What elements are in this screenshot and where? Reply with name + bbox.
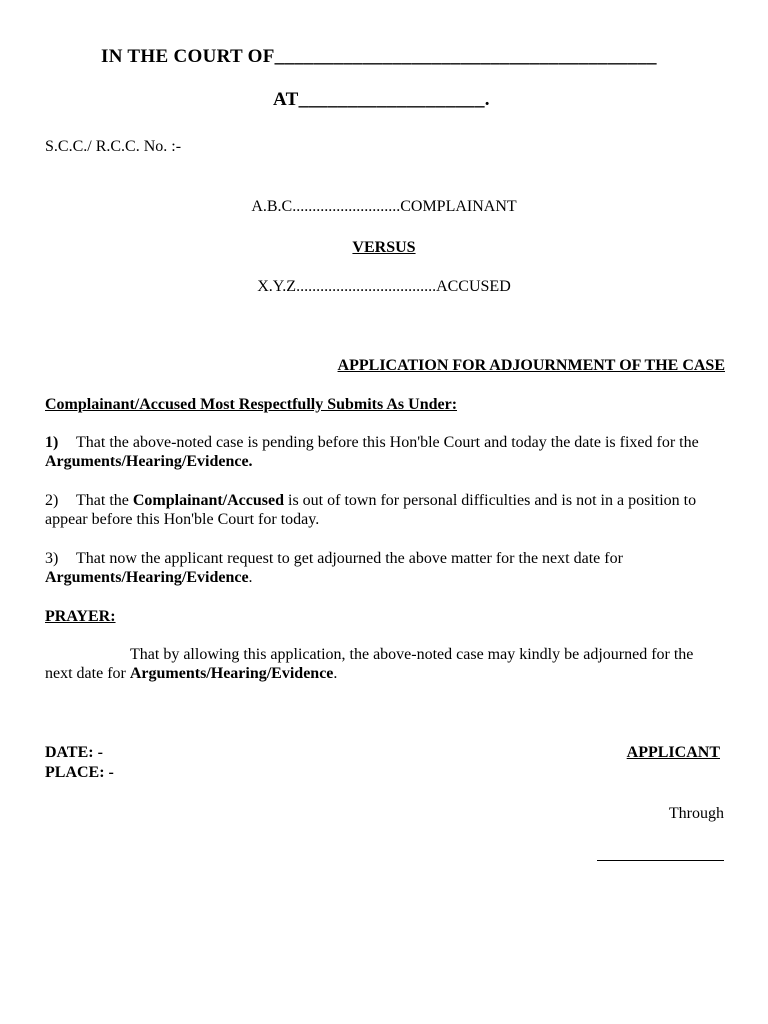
prayer-text (45, 645, 695, 683)
point-3 (45, 549, 645, 587)
point-3-bold: Arguments/Hearing/Evidence (45, 569, 249, 586)
court-location: AT___________________. (273, 89, 490, 110)
date-label: DATE: - (45, 744, 103, 761)
point-3-number: 3) (45, 550, 59, 567)
accused-line: X.Y.Z...................................ACCUSED (257, 278, 511, 295)
point-3-text: That now the applicant request to get adjourned the above matter for the next date for (76, 550, 623, 567)
complainant-line: A.B.C...........................COMPLAINANT (251, 198, 517, 215)
point-2-text-end: is out of town for personal difficulties and is not in a position to appear before this Hon'ble Court for today. (45, 492, 697, 528)
point-1-number: 1) (45, 434, 59, 451)
through-label: Through (668, 805, 724, 822)
prayer-bold: Arguments/Hearing/Evidence (129, 665, 334, 682)
place-label: PLACE: - (45, 764, 114, 781)
prayer-text-end: . (333, 665, 338, 682)
point-1-bold: Arguments/Hearing/Evidence. (45, 453, 253, 470)
point-2-text: That the (76, 492, 133, 509)
point-3-text-end: . (248, 569, 253, 586)
application-title: APPLICATION FOR ADJOURNMENT OF THE CASE (337, 357, 725, 374)
point-2-number: 2) (45, 492, 59, 509)
point-1-text: That the above-noted case is pending before this Hon'ble Court and today the date is fixed for the (76, 434, 699, 451)
signature-line (597, 860, 724, 861)
versus-label: VERSUS (352, 239, 416, 256)
submits-heading: Complainant/Accused Most Respectfully Submits As Under: (45, 396, 458, 413)
case-number: S.C.C./ R.C.C. No. :- (45, 138, 182, 155)
prayer-heading: PRAYER: (45, 608, 116, 625)
court-heading: IN THE COURT OF_______________________________________ (101, 46, 657, 67)
prayer-text-start: That by allowing this application, the above-noted case may kindly be adjourned for the next date for (45, 646, 694, 682)
applicant-label: APPLICANT (626, 744, 720, 761)
point-1 (45, 433, 725, 471)
point-2-bold: Complainant/Accused (132, 492, 284, 509)
point-2 (45, 491, 725, 529)
